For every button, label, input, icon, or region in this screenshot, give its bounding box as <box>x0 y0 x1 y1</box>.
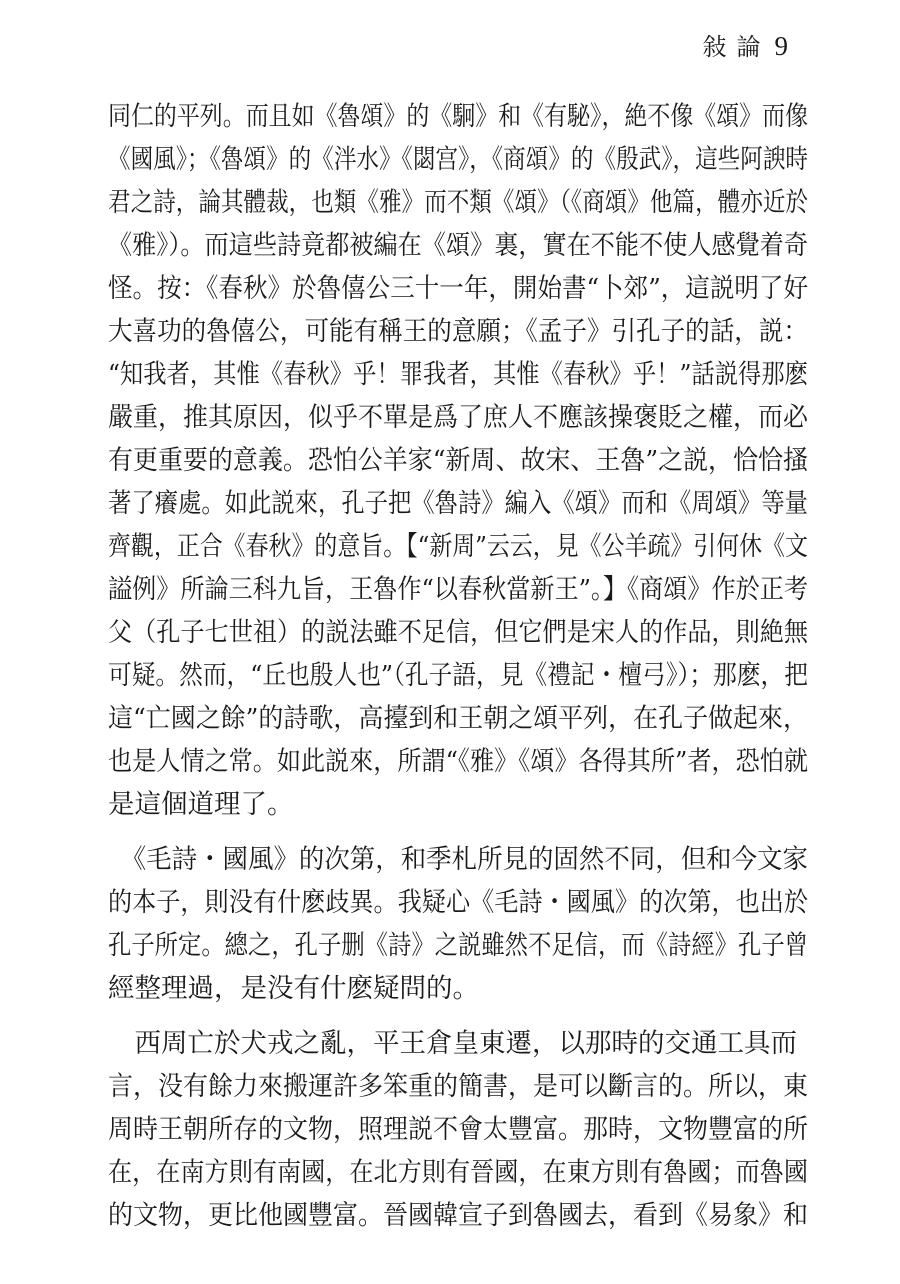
text-line: 同仁的平列。而且如《魯頌》的《駉》和《有駜》，絶不像《頌》而像 <box>108 101 809 132</box>
text-line: 君之詩，論其體裁，也類《雅》而不類《頌》（《商頌》他篇，體亦近於 <box>108 187 809 218</box>
text-line: 周時王朝所存的文物，照理説不會太豐富。那時，文物豐富的所 <box>108 1114 809 1145</box>
text-line: 著了癢處。如此説來，孔子把《魯詩》編入《頌》而和《周頌》等量 <box>108 488 808 519</box>
text-line: 嚴重，推其原因，似乎不單是爲了庶人不應該操褒貶之權，而必 <box>108 402 809 433</box>
text-line: 父（孔子七世祖）的説法雖不足信，但它們是宋人的作品，則絶無 <box>108 617 809 648</box>
text-line: 齊觀，正合《春秋》的意旨。【“新周”云云，見《公羊疏》引何休《文 <box>108 531 808 562</box>
text-line: “知我者，其惟《春秋》乎！罪我者，其惟《春秋》乎！”話説得那麽 <box>108 359 808 390</box>
text-line: 大喜功的魯僖公，可能有稱王的意願；《孟子》引孔子的話，説： <box>108 316 808 347</box>
text-line: 的文物，更比他國豐富。晉國韓宣子到魯國去，看到《易象》和 <box>108 1200 809 1231</box>
paragraph-3 <box>108 1022 808 1237</box>
paragraph-2 <box>108 838 808 1010</box>
text-line: 怪。按：《春秋》於魯僖公三十一年，開始書“卜郊”，這説明了好 <box>108 273 809 304</box>
text-line: 《雅》）。而這些詩竟都被編在《頌》裏，實在不能不使人感覺着奇 <box>108 230 809 261</box>
text-line: 在，在南方則有南國，在北方則有晉國，在東方則有魯國；而魯國 <box>108 1157 809 1188</box>
text-line: 的本子，則没有什麽歧異。我疑心《毛詩・國風》的次第，也出於 <box>108 887 809 918</box>
text-line: 有更重要的意義。恐怕公羊家“新周、故宋、王魯”之説，恰恰搔 <box>108 445 808 476</box>
text-line: 《國風》；《魯頌》的《泮水》《閟宫》，《商頌》的《殷武》，這些阿諛時 <box>108 144 809 175</box>
body-text <box>108 95 808 1237</box>
text-line: 孔子所定。總之，孔子删《詩》之説雖然不足信，而《詩經》孔子曾 <box>108 930 808 961</box>
paragraph-1 <box>108 95 808 826</box>
running-head <box>703 30 789 63</box>
text-line: 可疑。然而，“丘也殷人也”（孔子語，見《禮記・檀弓》）；那麽，把 <box>108 660 808 691</box>
text-line: 謚例》所論三科九旨，王魯作“以春秋當新王”。】《商頌》作於正考 <box>108 574 808 605</box>
text-line: 經整理過，是没有什麽疑問的。 <box>108 973 479 1004</box>
text-line: 《毛詩・國風》的次第，和季札所見的固然不同，但和今文家 <box>108 844 808 875</box>
text-line: 西周亡於犬戎之亂，平王倉皇東遷，以那時的交通工具而 <box>108 1028 797 1059</box>
text-line: 是這個道理了。 <box>108 789 294 820</box>
text-line: 這“亡國之餘”的詩歌，高擡到和王朝之頌平列，在孔子做起來， <box>108 703 808 734</box>
text-line: 也是人情之常。如此説來，所謂“《雅》《頌》各得其所”者，恐怕就 <box>108 746 808 777</box>
section-title: 敍論 <box>702 33 771 61</box>
page-number: 9 <box>774 31 788 61</box>
text-line: 言，没有餘力來搬運許多笨重的簡書，是可以斷言的。所以，東 <box>108 1071 809 1102</box>
